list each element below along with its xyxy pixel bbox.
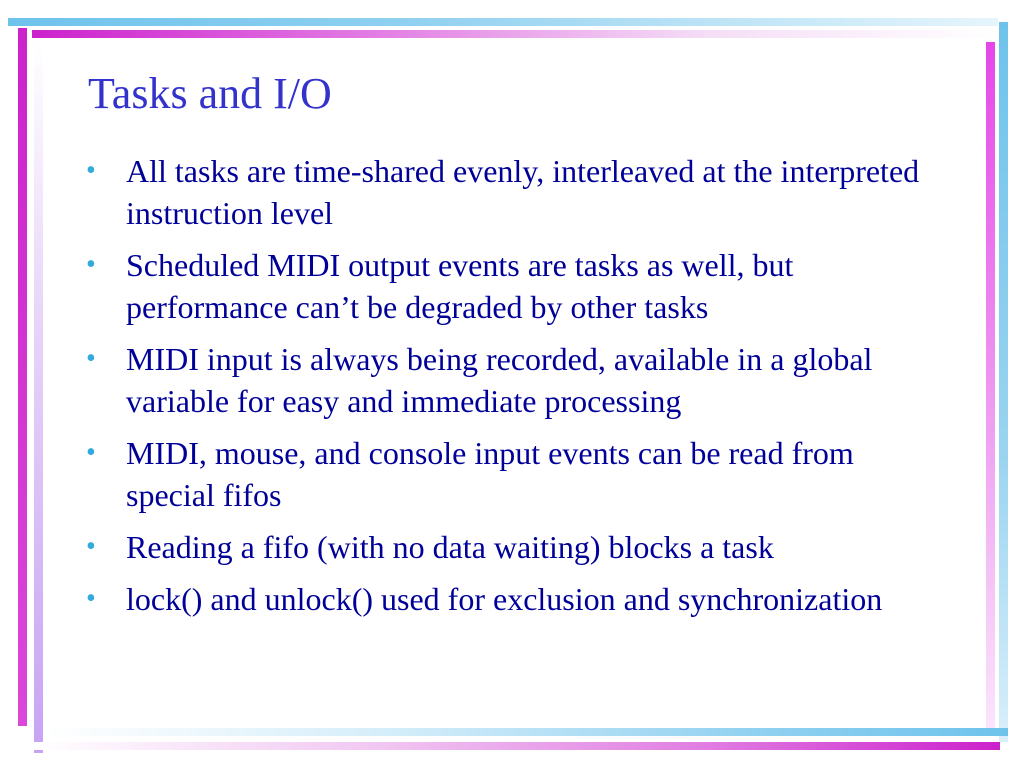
bullet-list <box>86 150 946 630</box>
bullet-text: All tasks are time-shared evenly, interleaved at the interpreted instruction level <box>126 153 920 231</box>
frame-right-blue-bar <box>999 22 1008 742</box>
bullet-dot-icon: • <box>86 531 96 562</box>
frame-left-lavender-bar <box>34 40 43 753</box>
bullet-item <box>86 244 946 328</box>
bullet-item <box>86 432 946 516</box>
bullet-text: Reading a fifo (with no data waiting) blocks a task <box>126 529 774 565</box>
bullet-dot-icon: • <box>86 343 96 374</box>
bullet-text: MIDI, mouse, and console input events can be read from special fifos <box>126 435 854 513</box>
bullet-text: Scheduled MIDI output events are tasks as well, but performance can’t be degraded by other tasks <box>126 247 794 325</box>
bullet-text: lock() and unlock() used for exclusion and synchronization <box>126 581 883 617</box>
bullet-item <box>86 150 946 234</box>
bullet-item <box>86 526 946 568</box>
bullet-item <box>86 338 946 422</box>
frame-bottom-magenta-bar <box>34 742 1000 750</box>
bullet-text: MIDI input is always being recorded, available in a global variable for easy and immediate processing <box>126 341 873 419</box>
bullet-item <box>86 578 946 620</box>
frame-left-magenta-bar <box>18 28 27 726</box>
frame-bottom-blue-bar <box>44 728 1008 736</box>
bullet-dot-icon: • <box>86 249 96 280</box>
bullet-dot-icon: • <box>86 155 96 186</box>
bullet-dot-icon: • <box>86 437 96 468</box>
slide-title: Tasks and I/O <box>88 69 332 118</box>
frame-right-magenta-bar <box>986 42 995 732</box>
frame-top-magenta-bar <box>32 30 998 38</box>
frame-top-blue-bar <box>8 18 998 26</box>
bullet-dot-icon: • <box>86 583 96 614</box>
